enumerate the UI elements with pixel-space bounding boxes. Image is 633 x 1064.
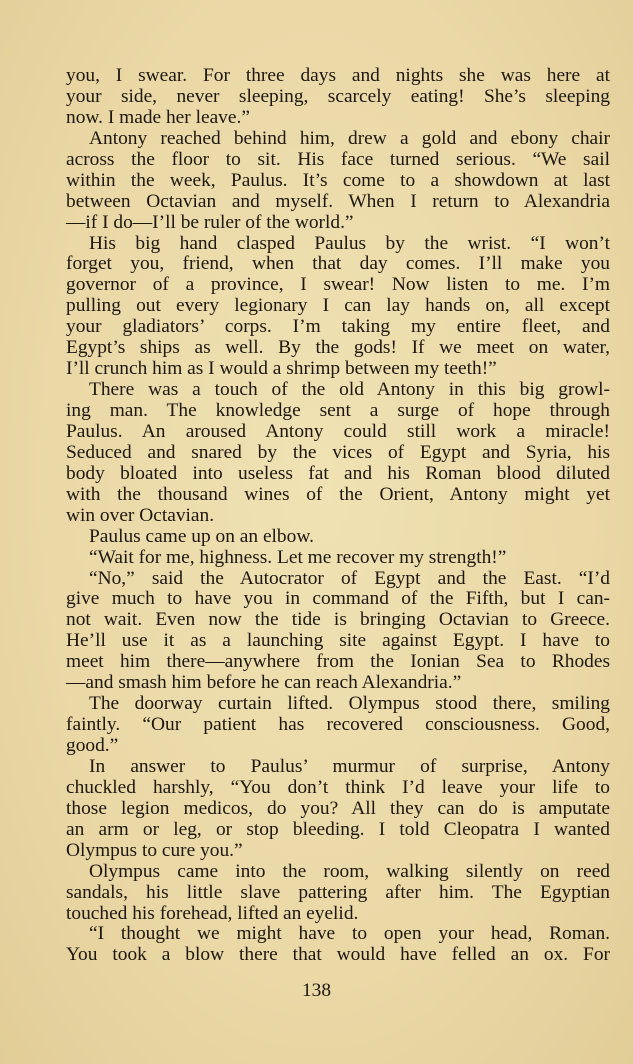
text-line: between Octavian and myself. When I return to Alexandria (66, 190, 610, 212)
text-line: you, I swear. For three days and nights she was here at (66, 65, 610, 86)
text-line: His big hand clasped Paulus by the wrist. “I won’t (89, 232, 610, 254)
text-line: He’ll use it as a launching site against Egypt. I have to (66, 630, 610, 652)
text-line: You took a blow there that would have felled an ox. For (66, 944, 610, 966)
text-line: —and smash him before he can reach Alexandria.” (66, 672, 462, 694)
text-line: those legion medicos, do you? All they can do is amputate (66, 797, 610, 819)
text-line: Seduced and snared by the vices of Egypt and Syria, his (66, 441, 610, 463)
text-line: Paulus came up on an elbow. (89, 525, 314, 547)
text-line: Egypt’s ships as well. By the gods! If we meet on water, (66, 337, 610, 359)
text-line: —if I do—I’ll be ruler of the world.” (66, 211, 354, 233)
text-line: across the floor to sit. His face turned serious. “We sail (66, 148, 610, 170)
text-line: now. I made her leave.” (66, 106, 250, 128)
text-line: “Wait for me, highness. Let me recover my strength!” (89, 546, 507, 568)
text-line: an arm or leg, or stop bleeding. I told Cleopatra I wanted (66, 818, 610, 840)
text-line: with the thousand wines of the Orient, Antony might yet (66, 483, 610, 505)
text-line: faintly. “Our patient has recovered consciousness. Good, (66, 714, 610, 736)
page-number: 138 (301, 980, 332, 1001)
text-line: chuckled harshly, “You don’t think I’d leave your life to (66, 776, 610, 798)
text-line: The doorway curtain lifted. Olympus stood there, smiling (89, 693, 610, 715)
text-line: Olympus to cure you.” (66, 839, 243, 861)
body-text (66, 66, 610, 966)
text-line: Olympus came into the room, walking silently on reed (89, 860, 610, 882)
text-line: win over Octavian. (66, 504, 215, 526)
text-line: not wait. Even now the tide is bringing Octavian to Greece. (66, 609, 610, 631)
text-line: There was a touch of the old Antony in this big growl- (89, 379, 610, 401)
text-line: body bloated into useless fat and his Roman blood diluted (66, 462, 610, 484)
text-line: Paulus. An aroused Antony could still work a miracle! (66, 420, 610, 442)
text-line: your side, never sleeping, scarcely eating! She’s sleeping (66, 85, 610, 107)
text-line: governor of a province, I swear! Now listen to me. I’m (66, 274, 610, 296)
text-line: ing man. The knowledge sent a surge of hope through (66, 400, 610, 421)
text-line: your gladiators’ corps. I’m taking my entire fleet, and (66, 316, 610, 338)
text-line: sandals, his little slave pattering after him. The Egyptian (66, 881, 610, 903)
text-line: “I thought we might have to open your head, Roman. (89, 923, 610, 945)
text-line: touched his forehead, lifted an eyelid. (66, 902, 359, 924)
text-line: give much to have you in command of the Fifth, but I can- (66, 588, 610, 610)
text-line: good.” (66, 735, 119, 756)
text-line: forget you, friend, when that day comes. I’ll make you (66, 253, 610, 275)
text-line: “No,” said the Autocrator of Egypt and the East. “I’d (89, 567, 610, 589)
text-line: Antony reached behind him, drew a gold and ebony chair (89, 127, 610, 149)
text-line: within the week, Paulus. It’s come to a showdown at last (66, 169, 610, 191)
text-line: In answer to Paulus’ murmur of surprise, Antony (89, 755, 610, 777)
text-line: pulling out every legionary I can lay hands on, all except (66, 295, 610, 317)
text-line: meet him there—anywhere from the Ionian Sea to Rhodes (66, 651, 610, 673)
text-line: I’ll crunch him as I would a shrimp between my teeth!” (66, 358, 497, 380)
